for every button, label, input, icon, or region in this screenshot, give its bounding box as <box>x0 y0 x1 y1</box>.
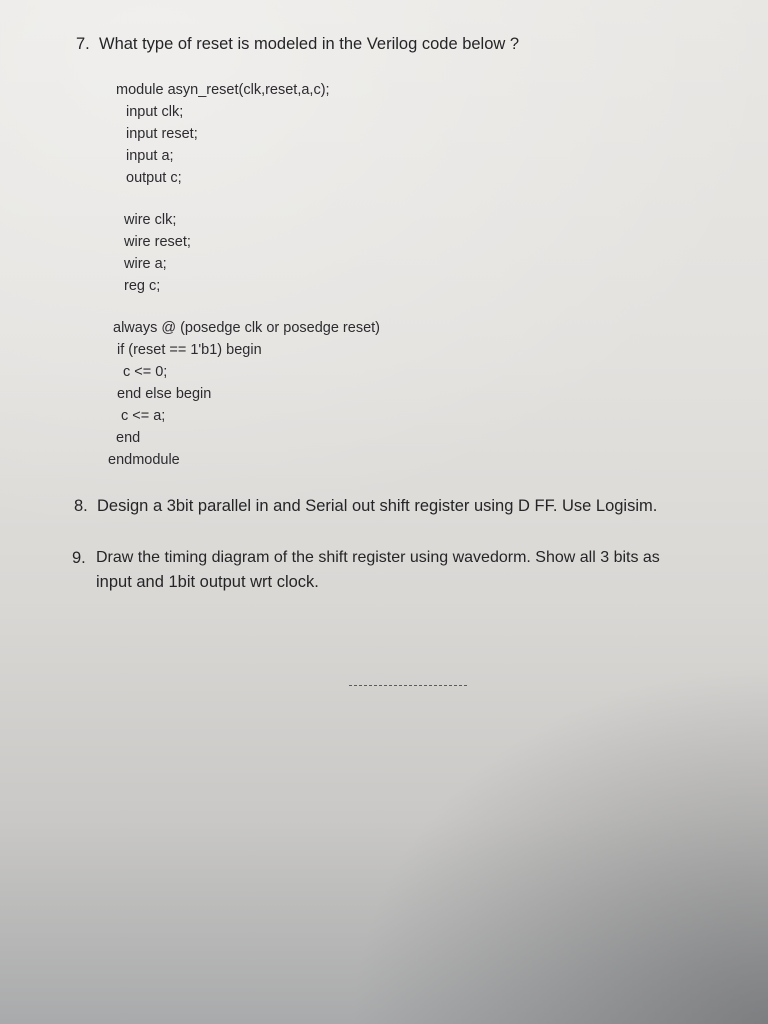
code-line: module asyn_reset(clk,reset,a,c); <box>116 82 330 98</box>
code-line: input a; <box>126 148 174 164</box>
question-7-number: 7. <box>76 35 90 53</box>
code-line: c <= 0; <box>123 364 168 380</box>
code-line: if (reset == 1'b1) begin <box>117 342 262 358</box>
question-7-text: What type of reset is modeled in the Verilog code below ? <box>99 35 520 53</box>
code-line: c <= a; <box>121 408 166 424</box>
dashed-divider <box>349 685 467 686</box>
question-9-number: 9. <box>72 549 86 567</box>
code-line: end <box>116 430 141 446</box>
code-line: endmodule <box>108 452 180 468</box>
question-9-text-line-1: Draw the timing diagram of the shift register using wavedorm. Show all 3 bits as <box>96 549 660 566</box>
code-line: output c; <box>126 170 182 186</box>
question-8-text: Design a 3bit parallel in and Serial out shift register using D FF. Use Logisim. <box>97 497 658 515</box>
code-line: wire reset; <box>124 234 191 250</box>
code-line: always @ (posedge clk or posedge reset) <box>113 320 380 336</box>
code-line: end else begin <box>117 386 212 402</box>
question-9-text-line-2: input and 1bit output wrt clock. <box>96 573 319 591</box>
code-line: reg c; <box>124 278 161 294</box>
code-line: input reset; <box>126 126 198 142</box>
code-line: wire clk; <box>124 212 177 228</box>
question-8-number: 8. <box>74 497 88 515</box>
code-line: input clk; <box>126 104 184 120</box>
code-line: wire a; <box>124 256 167 272</box>
